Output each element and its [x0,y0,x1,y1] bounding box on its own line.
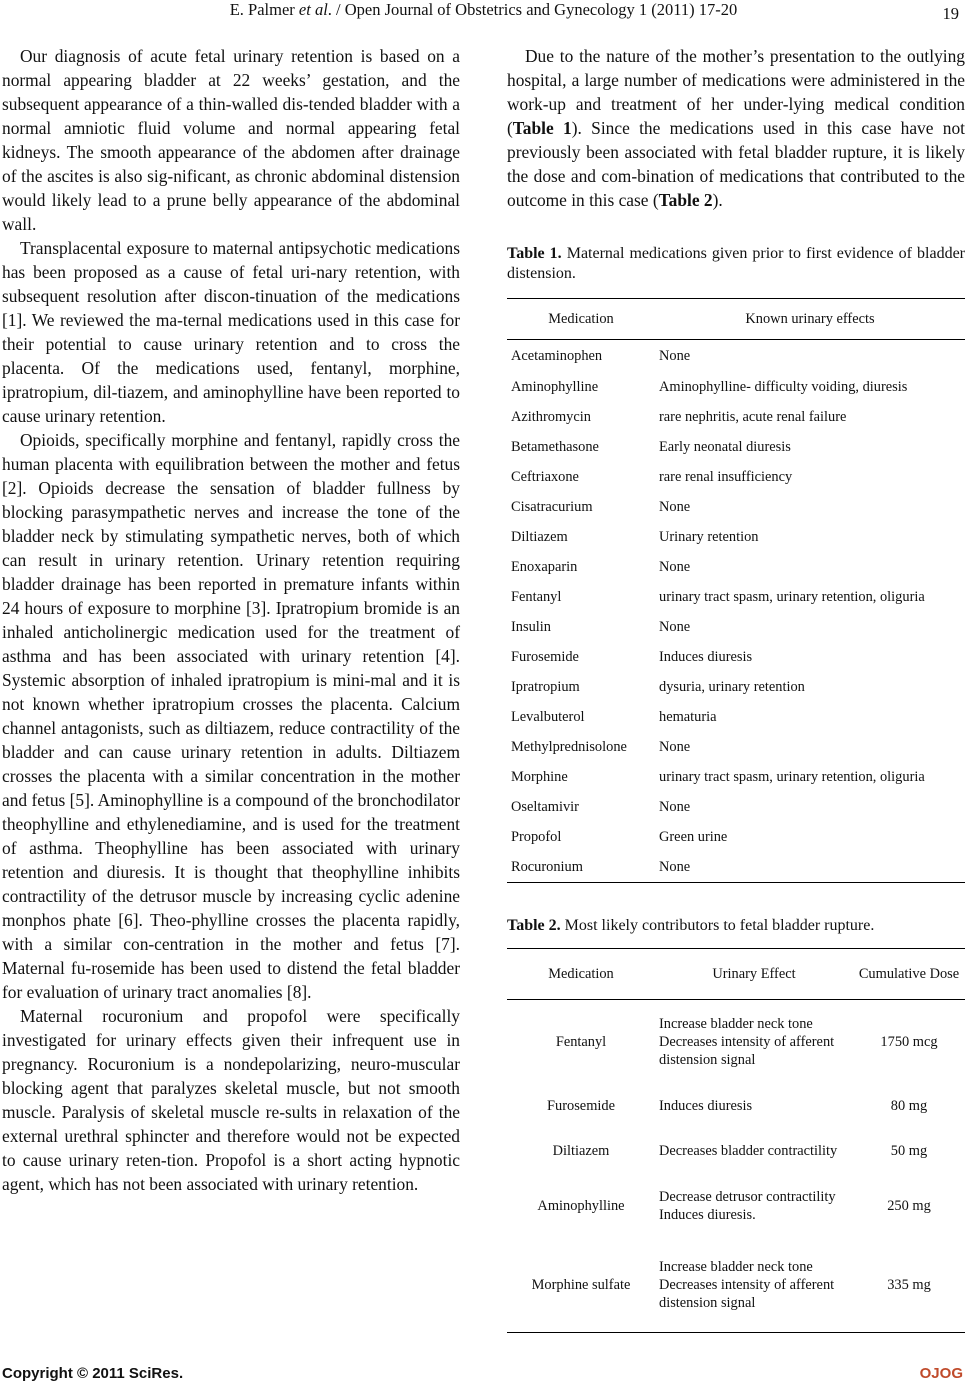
effect-cell: None [659,798,691,815]
table-row [507,1128,965,1174]
copyright: Copyright © 2011 SciRes. [2,1365,184,1382]
medication-cell: Ipratropium [511,678,580,695]
table-row [507,792,965,822]
column-header: Urinary Effect [655,949,853,1000]
paragraph: Our diagnosis of acute fetal urinary retention is based on a normal appearing bladder at 22 weeks’ gestation, and the subsequent appearance of a thin-walled dis-tended bladder with a normal amniotic fluid volume and normal appearing fetal kidneys. The smooth appearance of the abdomen after drainage of the ascites is also sig-nificant, as chronic abdominal distension would likely lead to a prune belly appearance of the abdominal wall. [2,46,460,234]
medication-cell: Aminophylline [537,1198,625,1214]
medication-cell: Aminophylline [511,378,599,395]
table-row [507,372,965,402]
urinary-effect-cell [655,1174,853,1238]
dose-cell: 50 mg [890,1143,928,1159]
medication-cell: Furosemide [547,1098,615,1114]
table2-body [507,1000,965,1333]
page-footer [0,1365,967,1387]
effect-line: Increase bladder neck tone [659,1259,813,1275]
table1-caption-text: Maternal medications given prior to first evidence of bladder distension. [507,245,965,282]
running-head-journal: . / Open Journal of Obstetrics and Gynecology 1 (2011) 17-20 [327,0,738,19]
medication-cell: Diltiazem [511,528,568,545]
effect-cell: None [659,738,691,755]
table1-label: Table 1. [507,245,562,262]
paragraph [507,44,965,212]
table-row [507,462,965,492]
medication-cell: Morphine [511,768,568,785]
running-header [0,0,967,22]
right-column [507,44,965,1333]
page-number: 19 [942,4,959,23]
medication-cell: Oseltamivir [511,798,579,815]
table2 [507,948,965,1333]
effect-cell: None [655,852,965,883]
dose-cell: 80 mg [890,1098,928,1114]
effect-cell: urinary tract spasm, urinary retention, oliguria [659,588,925,605]
paragraph: Maternal rocuronium and propofol were specifically investigated for urinary effects given their infrequent use in pregnancy. Rocuronium is a nondepolarizing, neuro-muscular blocking agent that paralyzes skeletal muscle, but not smooth muscle. Paralysis of skeletal muscle re-sults in relaxation of the external urethral sphincter and therefore would not be expected to cause urinary reten-tion. Propofol is a short acting hypnotic agent, which has not been associated with urinary retention. [2,1006,460,1194]
left-column [2,44,460,1196]
table-row [507,522,965,552]
table2-caption [507,916,965,936]
urinary-effect-cell [655,1128,853,1174]
table-row [507,612,965,642]
medication-cell: Cisatracurium [511,498,593,515]
medication-cell: Rocuronium [507,852,655,883]
medication-cell: Fentanyl [555,1034,607,1050]
table-row [507,732,965,762]
medication-cell: Betamethasone [511,438,599,455]
table-row [507,552,965,582]
running-head-etal: et al [298,0,328,19]
table-row [507,582,965,612]
table-row [507,340,965,373]
text-run: ). [712,190,723,210]
table-row [507,1238,965,1333]
table-row [507,492,965,522]
effect-cell: hematuria [659,708,717,725]
effect-line: Induces diuresis [659,1098,753,1114]
table-row [507,822,965,852]
running-head-authors: E. Palmer [229,0,299,19]
table-row [507,672,965,702]
column-header: Medication [507,299,655,340]
medication-cell: Morphine sulfate [507,1238,655,1333]
effect-cell: None [659,498,691,515]
running-head [0,0,967,20]
medication-cell: Acetaminophen [511,347,603,364]
medication-cell: Ceftriaxone [511,468,579,485]
paragraph: Opioids, specifically morphine and fentanyl, rapidly cross the human placenta with equilibration between the mother and fetus [2]. Opioids decrease the sensation of bladder fullness by blocking parasympathetic nerves and increase the tone of the bladder neck by stimulating sympathetic nerves, both of which can result in urinary retention. Urinary retention requiring bladder drainage has been reported in premature infants within 24 hours of exposure to morphine [3]. Ipratropium bromide is an inhaled anticholinergic medication used for the treatment of asthma and has been associated with urinary retention [4]. Systemic absorption of inhaled ipratropium is mini-mal and it is not known whether ipratropium crosses the placenta. Calcium channel antagonists, such as diltiazem, reduce contractility of the bladder and can cause urinary retention in adults. Diltiazem crosses the placenta with a similar concentration in the mother and fetus [5]. Aminophylline is a compound of the bronchodilator theophylline and ethylenediamine, and is used for the treatment of asthma. Theophylline has been associated with urinary retention and diuresis. It is thought that theophylline inhibits contractility of the detrusor muscle by increasing cyclic adenine monphos phate [6]. Theo-phylline crosses the placenta rapidly, with a similar con-centration in the mother and fetus [7]. Maternal fu-rosemide has been used to distend the fetal bladder for evaluation of urinary tract anomalies [8]. [2,430,460,1002]
table-row [507,1174,965,1238]
effect-cell: Early neonatal diuresis [659,438,791,455]
dose-cell: 335 mg [853,1238,965,1333]
table-row [507,852,965,883]
effect-cell: Aminophylline- difficulty voiding, diuresis [659,378,908,395]
effect-cell: None [659,347,691,364]
table-row [507,1084,965,1128]
medication-cell: Insulin [511,618,551,635]
table-row [507,702,965,732]
journal-abbrev: OJOG [919,1365,963,1382]
effect-cell: None [659,618,691,635]
effect-cell: Induces diuresis [659,648,753,665]
medication-cell: Diltiazem [552,1143,610,1159]
urinary-effect-cell [655,1084,853,1128]
medication-cell: Furosemide [511,648,579,665]
medication-cell: Methylprednisolone [511,738,627,755]
text-run: Due to the nature of the mother’s presentation to the outlying hospital, a large number of medications were administered in the work-up and treatment of her under-lying medical condition ( [507,46,965,138]
table-row [507,762,965,792]
paragraph: Transplacental exposure to maternal antipsychotic medications has been proposed as a cause of fetal uri-nary retention, with subsequent resolution after discon-tinuation of the medications [1]. We reviewed the ma-ternal medications used in this case for their potential to cause urinary retention and to cross the placenta. Of the medications used, fentanyl, morphine, ipratropium, dil-tiazem, and aminophylline have been reported to cause urinary retention. [2,238,460,426]
table-row [507,1000,965,1085]
table1-body [507,340,965,883]
effect-line: Decreases bladder contractility [659,1143,838,1159]
table-header-row [507,299,965,340]
column-header: Cumulative Dose [853,949,965,1000]
effect-cell: rare nephritis, acute renal failure [659,408,847,425]
text-run: ). Since the medications used in this case have not previously been associated with fetal bladder rupture, it is likely the dose and com-bination of medications that contributed to the outcome in this case ( [507,118,965,210]
table-row [507,402,965,432]
table-row [507,642,965,672]
table-row [507,432,965,462]
medication-cell: Levalbuterol [511,708,585,725]
dose-cell: 250 mg [887,1198,931,1214]
effect-cell: Green urine [659,828,728,845]
table-reference-link[interactable]: Table 2 [658,190,713,210]
column-header: Known urinary effects [655,299,965,340]
effect-line: Decreases intensity of afferent distension signal [659,1277,835,1311]
effect-cell: None [659,558,691,575]
effect-cell: dysuria, urinary retention [659,678,805,695]
effect-cell: Urinary retention [659,528,759,545]
medication-cell: Propofol [511,828,562,845]
medication-cell: Azithromycin [511,408,591,425]
effect-line: Induces diuresis. [659,1207,756,1223]
effect-line: Increase bladder neck tone [659,1016,813,1032]
table2-label: Table 2. [507,917,561,934]
column-header: Medication [507,949,655,1000]
table-reference-link[interactable]: Table 1 [512,118,572,138]
table1-caption [507,244,965,284]
effect-cell: urinary tract spasm, urinary retention, oliguria [659,768,925,785]
effect-line: Decrease detrusor contractility [659,1189,836,1205]
table2-caption-text: Most likely contributors to fetal bladder rupture. [560,917,875,934]
effect-cell: rare renal insufficiency [659,468,793,485]
urinary-effect-cell [655,1238,853,1333]
table1 [507,298,965,883]
medication-cell: Fentanyl [511,588,562,605]
effect-line: Decreases intensity of afferent distension signal [659,1034,835,1068]
urinary-effect-cell [655,1000,853,1085]
medication-cell: Enoxaparin [511,558,578,575]
dose-cell: 1750 mcg [880,1034,938,1050]
table-header-row [507,949,965,1000]
